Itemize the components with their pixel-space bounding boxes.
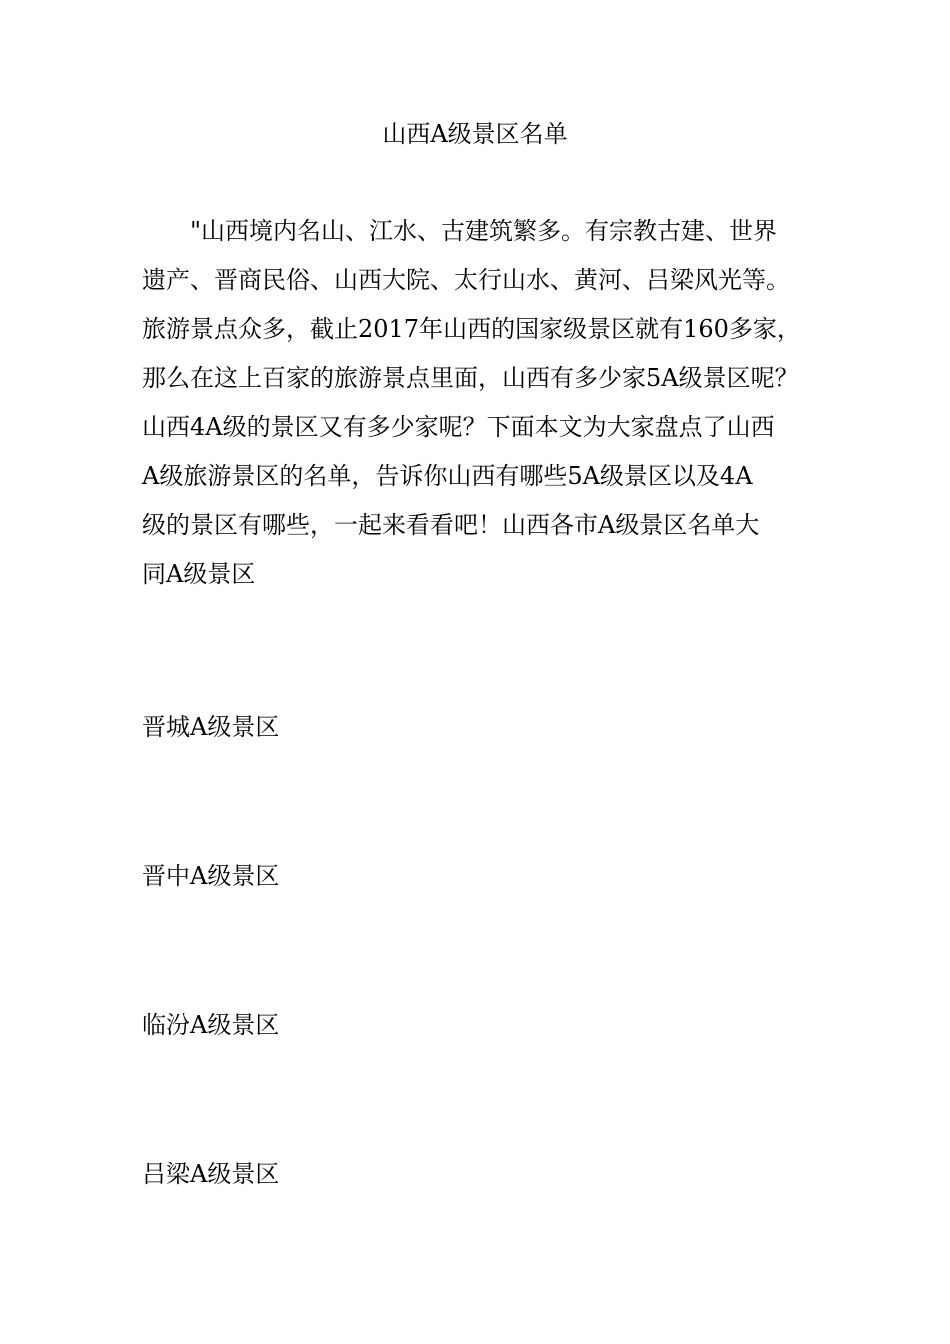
intro-line: 同A级景区 [142,560,256,588]
document-title: 山西A级景区名单 [382,120,568,148]
section-heading-jinzhong: 晋中A级景区 [142,862,280,890]
section-heading-lvliang: 吕梁A级景区 [142,1160,280,1188]
intro-line: 遗产、晋商民俗、山西大院、太行山水、黄河、吕梁风光等。 [142,266,790,294]
intro-line: 山西4A级的景区又有多少家呢？下面本文为大家盘点了山西 [142,413,775,441]
section-heading-linfen: 临汾A级景区 [142,1011,280,1039]
intro-line: 旅游景点众多，截止2017年山西的国家级景区就有160多家， [142,315,801,343]
intro-line: 那么在这上百家的旅游景点里面，山西有多少家5A级景区呢？ [142,364,799,392]
intro-line: 级的景区有哪些，一起来看看吧！山西各市A级景区名单大 [142,511,760,539]
intro-line: "山西境内名山、江水、古建筑繁多。有宗教古建、世界 [190,217,778,245]
intro-line: A级旅游景区的名单，告诉你山西有哪些5A级景区以及4A [142,462,753,490]
intro-paragraph [142,207,832,599]
section-heading-jincheng: 晋城A级景区 [142,713,280,741]
